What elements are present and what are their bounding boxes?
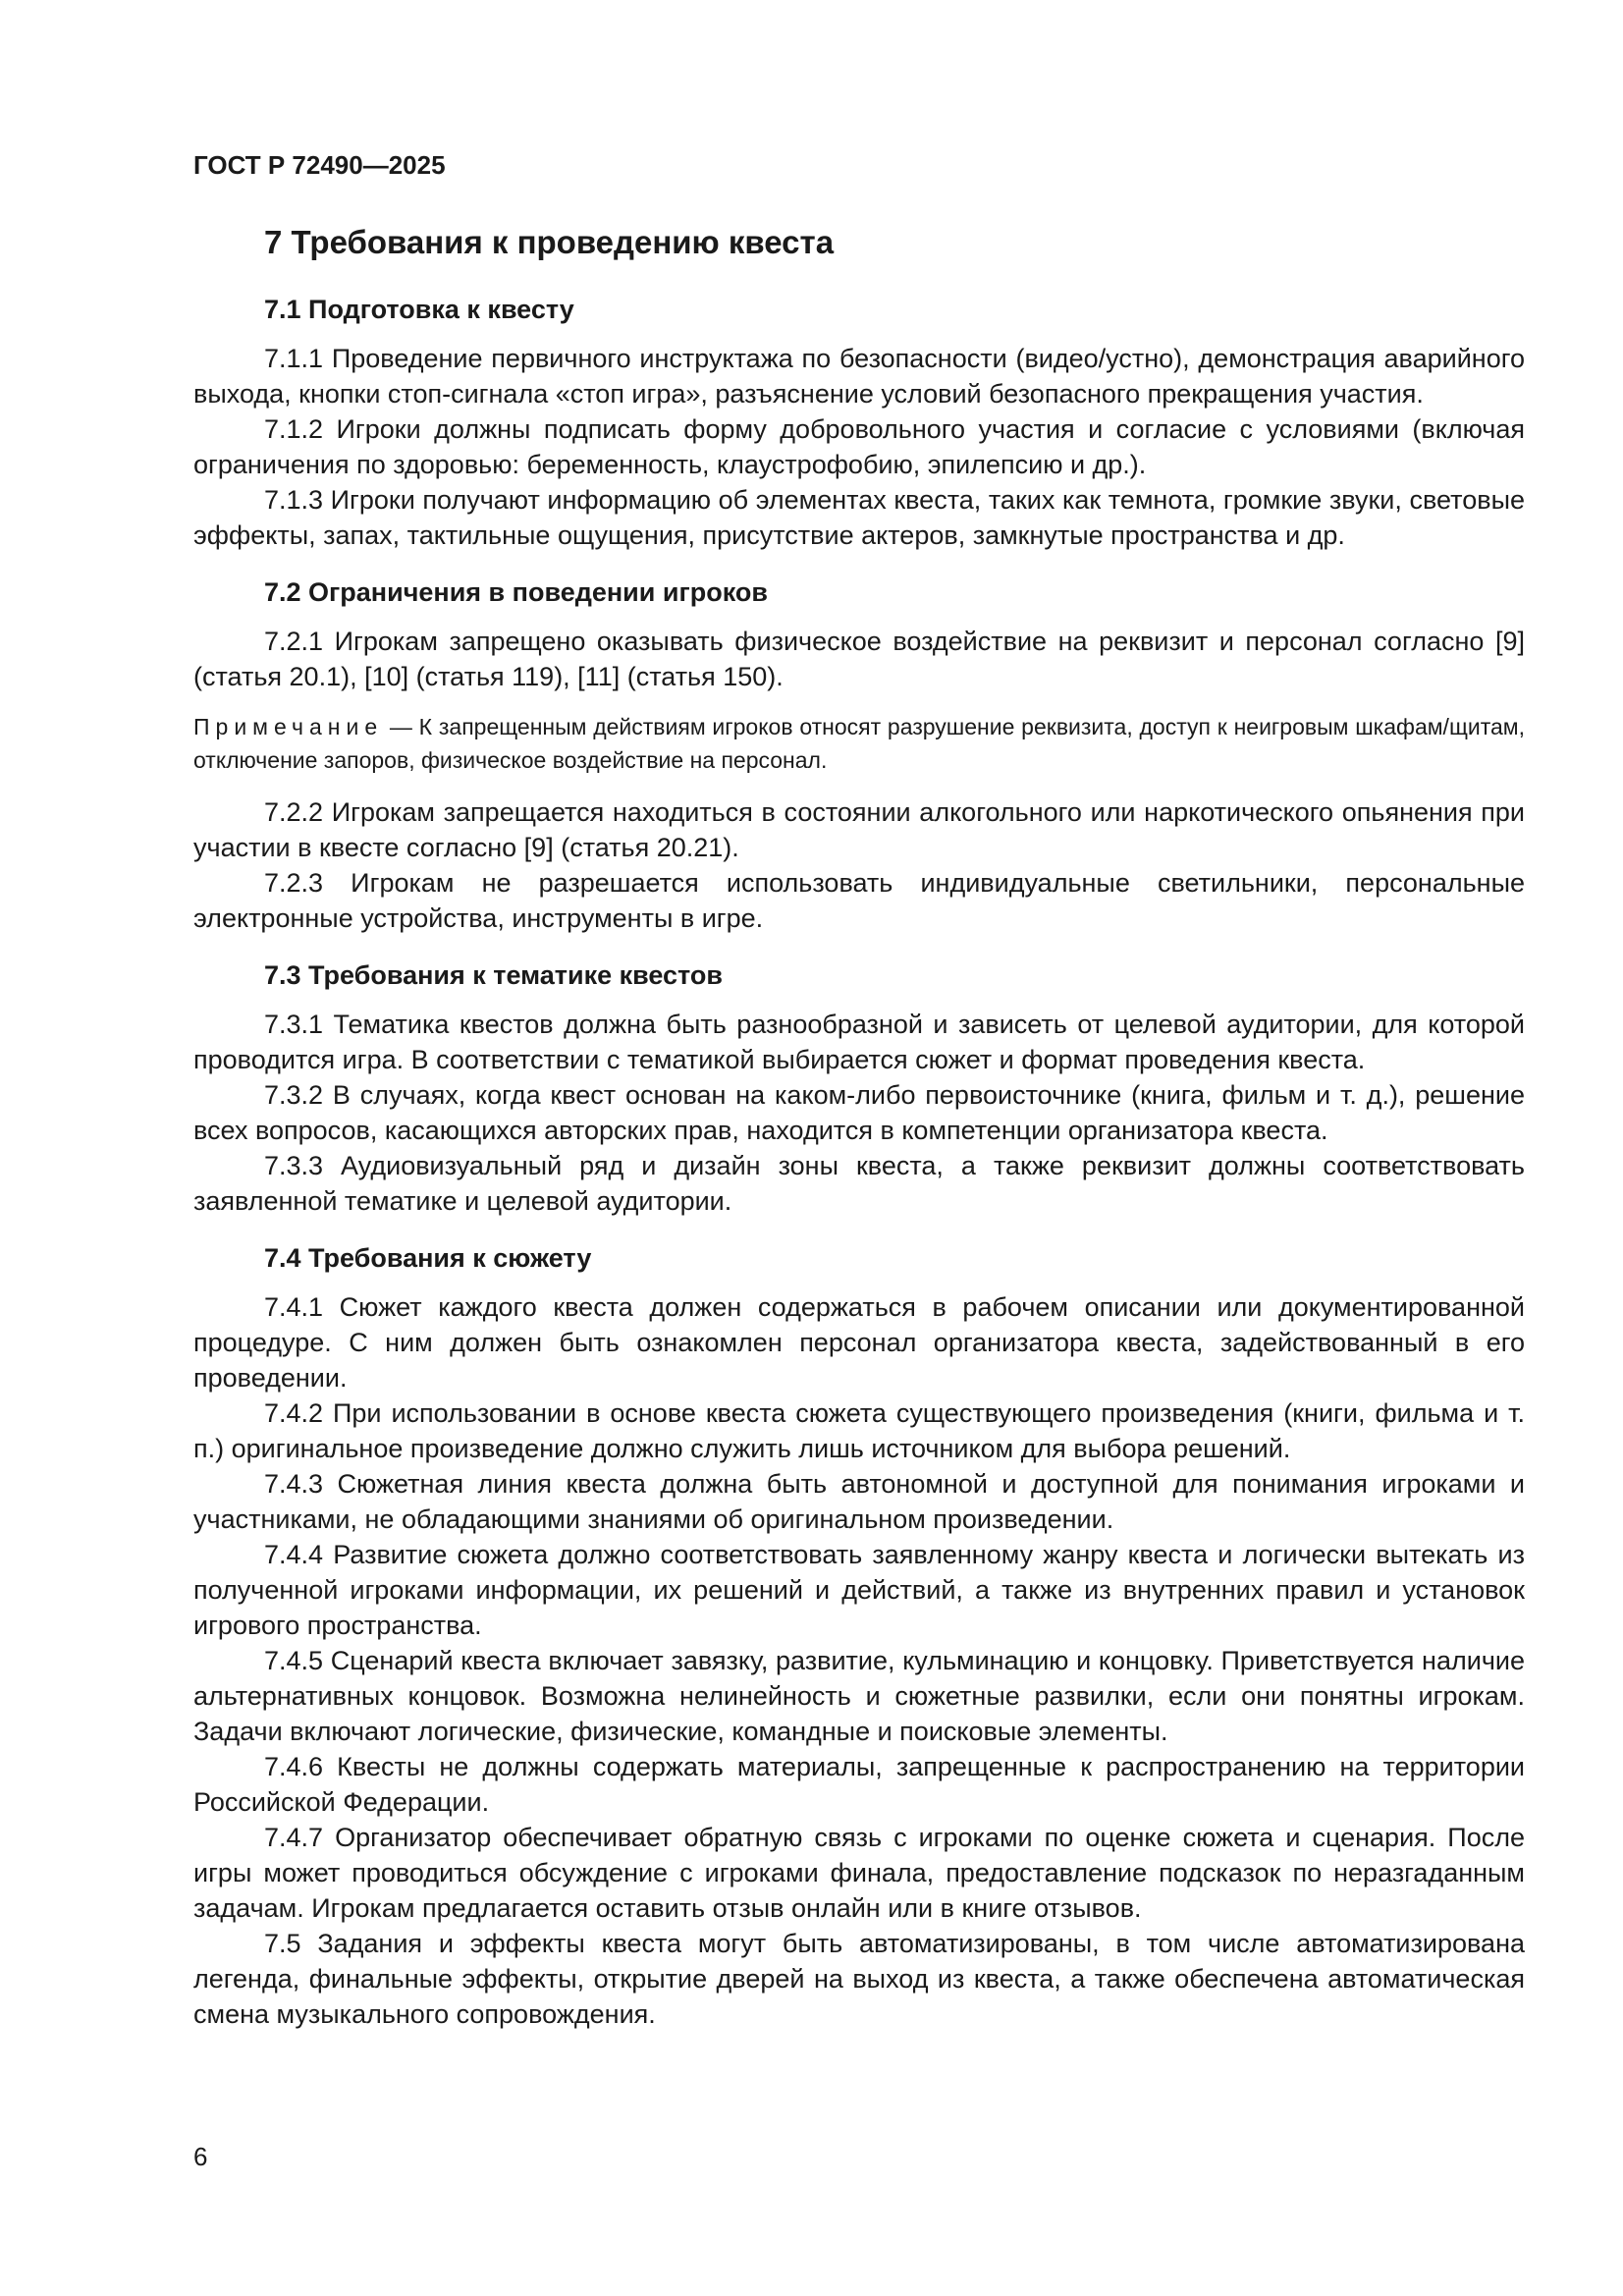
page-number: 6 <box>193 2142 208 2171</box>
paragraph-7-4-4: 7.4.4 Развитие сюжета должно соответствовать заявленному жанру квеста и логически вытекать из полученной игроками информации, их решений и действий, а также из внутренних правил и установок игрового пространства. <box>193 1540 1525 1640</box>
section-title: 7 Требования к проведению квеста <box>264 224 835 260</box>
paragraph-7-2-2: 7.2.2 Игрокам запрещается находиться в состоянии алкогольного или наркотического опьянения при участии в квесте согласно [9] (статья 20.21). <box>193 797 1525 862</box>
paragraph-7-2-1: 7.2.1 Игрокам запрещено оказывать физическое воздействие на реквизит и персонал согласно [9] (статья 20.1), [10] (статья 119), [11] (статья 150). <box>193 627 1525 691</box>
paragraph-7-3-1: 7.3.1 Тематика квестов должна быть разнообразной и зависеть от целевой аудитории, для которой проводится игра. В соответствии с тематикой выбирается сюжет и формат проведения квеста. <box>193 1010 1525 1074</box>
standard-id: ГОСТ Р 72490—2025 <box>193 150 446 180</box>
paragraph-7-4-1: 7.4.1 Сюжет каждого квеста должен содержаться в рабочем описании или документированной процедуре. С ним должен быть ознакомлен персонал организатора квеста, задействованный в его проведении. <box>193 1292 1525 1393</box>
paragraph-7-4-7: 7.4.7 Организатор обеспечивает обратную связь с игроками по оценке сюжета и сценария. После игры может проводиться обсуждение с игроками финала, предоставление подсказок по неразгаданным задачам. Игрокам предлагается оставить отзыв онлайн или в книге отзывов. <box>193 1823 1525 1923</box>
subsection-title-7-1: 7.1 Подготовка к квесту <box>264 295 574 324</box>
paragraph-7-1-2: 7.1.2 Игроки должны подписать форму добровольного участия и согласие с условиями (включая ограничения по здоровью: беременность, клаустрофобию, эпилепсию и др.). <box>193 414 1525 479</box>
subsection-title-7-2: 7.2 Ограничения в поведении игроков <box>264 577 768 607</box>
paragraph-7-4-2: 7.4.2 При использовании в основе квеста сюжета существующего произведения (книги, фильма и т. п.) оригинальное произведение должно служить лишь источником для выбора решений. <box>193 1398 1525 1463</box>
note-label: Примечание <box>193 714 384 739</box>
paragraph-7-1-1: 7.1.1 Проведение первичного инструктажа по безопасности (видео/устно), демонстрация аварийного выхода, кнопки стоп-сигнала «стоп игра», разъяснение условий безопасного прекращения участия. <box>193 344 1525 409</box>
page-content <box>193 221 1525 2032</box>
paragraph-7-4-6: 7.4.6 Квесты не должны содержать материалы, запрещенные к распространению на территории Российской Федерации. <box>193 1752 1525 1817</box>
paragraph-7-4-5: 7.4.5 Сценарий квеста включает завязку, развитие, кульминацию и концовку. Приветствуется наличие альтернативных концовок. Возможна нелинейность и сюжетные развилки, если они понятны игрокам. Задачи включают логические, физические, командные и поисковые элементы. <box>193 1646 1525 1746</box>
note <box>193 710 1525 777</box>
note-text: — К запрещенным действиям игроков относят разрушение реквизита, доступ к неигровым шкафам/щитам, отключение запоров, физическое воздействие на персонал. <box>193 714 1525 773</box>
paragraph-7-3-3: 7.3.3 Аудиовизуальный ряд и дизайн зоны квеста, а также реквизит должны соответствовать заявленной тематике и целевой аудитории. <box>193 1151 1525 1216</box>
subsection-title-7-4: 7.4 Требования к сюжету <box>264 1243 592 1273</box>
paragraph-7-4-3: 7.4.3 Сюжетная линия квеста должна быть автономной и доступной для понимания игроками и участниками, не обладающими знаниями об оригинальном произведении. <box>193 1469 1525 1534</box>
paragraph-7-5: 7.5 Задания и эффекты квеста могут быть автоматизированы, в том числе автоматизирована легенда, финальные эффекты, открытие дверей на выход из квеста, а также обеспечена автоматическая смена музыкального сопровождения. <box>193 1929 1525 2029</box>
paragraph-7-3-2: 7.3.2 В случаях, когда квест основан на каком-либо первоисточнике (книга, фильм и т. д.), решение всех вопросов, касающихся авторских прав, находится в компетенции организатора квеста. <box>193 1080 1525 1145</box>
paragraph-7-2-3: 7.2.3 Игрокам не разрешается использовать индивидуальные светильники, персональные электронные устройства, инструменты в игре. <box>193 868 1525 933</box>
paragraph-7-1-3: 7.1.3 Игроки получают информацию об элементах квеста, таких как темнота, громкие звуки, световые эффекты, запах, тактильные ощущения, присутствие актеров, замкнутые пространства и др. <box>193 485 1525 550</box>
subsection-title-7-3: 7.3 Требования к тематике квестов <box>264 960 724 990</box>
